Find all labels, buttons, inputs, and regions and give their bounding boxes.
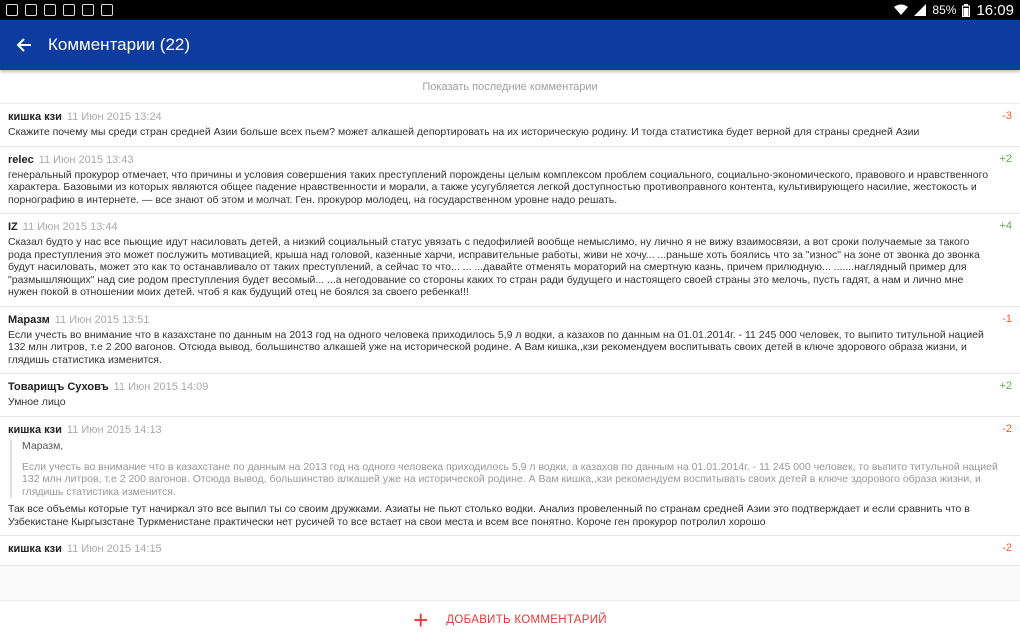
comment-score: -1 [1002, 312, 1012, 325]
comment-text: Скажите почему мы среди стран средней Азии больше всех пьем? может алкашей депортировать на их историческую родину. И тогда статистика будет верной для страны средней Азии [8, 126, 920, 138]
quote-text: Если учесть во внимание что в казахстане по данным на 2013 год на одного человека приходилось 5,9 л водки, а казахов по данным на 01.01.2014г. - 11 245 000 человек, то выпито титульной нацией 132 млн литров, т.е 2 200 вагонов. Отсюда вывод, большинство алкашей уже на исторической родине. А Вам кишка,,кзи рекомендуем воспитывать своих детей в ключе здорового образа жизни, и глядишь статистика изменится. [22, 460, 998, 498]
show-latest-link[interactable]: Показать последние комментарии [0, 70, 1020, 104]
comment-score: -3 [1002, 110, 1012, 122]
comment-text: генеральный прокурор отмечает, что причины и условия совершения таких преступлений порождены целым комплексом проблем социального, социально-экономического, правового и нравственного характера. Базовыми из которых являются общее падение нравственности и морали, а также усугубляется легкой доступностью противоправного контента, культивирующего насилие, жестокость и порнографию в интернете. — все знают об этом и молчат. Ген. прокурор молодец, на государственном уровне надо решать. [8, 168, 989, 206]
notification-3-icon [44, 4, 56, 16]
comment-author[interactable]: кишка кзи [8, 111, 62, 123]
battery-icon [962, 4, 970, 17]
comment-score: +2 [999, 380, 1012, 392]
comment-item[interactable] [0, 147, 1020, 215]
comment-item[interactable] [0, 536, 1020, 566]
battery-percent: 85% [932, 3, 957, 17]
comment-date: 11 Июн 2015 14:13 [66, 423, 162, 436]
comment-author[interactable]: Товарищъ Суховъ [8, 381, 109, 393]
comments-list[interactable] [0, 70, 1020, 600]
comment-item[interactable] [0, 374, 1020, 417]
add-comment-button[interactable] [0, 600, 1020, 638]
notification-icons [6, 4, 113, 16]
comment-date: 11 Июн 2015 13:43 [38, 153, 134, 166]
notification-4-icon [63, 4, 75, 16]
comment-text: Сказал будто у нас все пьющие идут насиловать детей, а низкий социальный статус увязать с педофилией вообще немыслимо, ну лично я не вижу взаимосвязи, а вот сроки получаемые за такого рода преступления это может послужить мотивацией, крыша над головой, казенные харчи, исправительные работы, живи не хочу... ...раньше хоть боялись что за "износ" на зоне от звонка до звонка будут насиловать, может это как то останавливало от таких преступлений, а сейчас то что... ... ...давайте отменять мораторий на смертную казнь, причем прилюдную... .......наглядный пример для "размышляющих" над сие родом преступления будет весомый... ...а негодование со стороны каких то стран ради будущего и настоящего своей страны это мелочь, пусть гадят, а нам и лично мне нужен покой в отношении моих детей. чтоб я как будущий отец не боялся за своего ребенка!!! [8, 236, 980, 298]
comment-text: Если учесть во внимание что в казахстане по данным на 2013 год на одного человека приходилось 5,9 л водки, а казахов по данным на 01.01.2014г. - 11 245 000 человек, то выпито титульной нацией 132 млн литров, т.е 2 200 вагонов. Отсюда вывод, большинство алкашей уже на исторической родине. А Вам кишка,,кзи рекомендуем воспитывать своих детей в ключе здорового образа жизни, и глядишь статистика изменится. [8, 328, 984, 366]
notification-1-icon [6, 4, 18, 16]
comment-date: 11 Июн 2015 14:15 [66, 543, 162, 555]
back-button[interactable] [0, 20, 48, 70]
comment-author[interactable]: relec [8, 153, 34, 166]
comment-author[interactable]: Маразм [8, 313, 50, 326]
comment-author[interactable]: кишка кзи [8, 423, 62, 436]
clock: 16:09 [976, 1, 1014, 19]
comment-score: +4 [999, 220, 1012, 232]
page-title: Комментарии (22) [48, 35, 191, 54]
comment-date: 11 Июн 2015 13:51 [54, 313, 150, 326]
notification-5-icon [82, 4, 94, 16]
comment-item[interactable] [0, 307, 1020, 375]
notification-6-icon [101, 4, 113, 16]
comment-text: Так все объемы которые тут начиркал это все выпил ты со своим дружками. Азиаты не пьют столько водки. Анализ провеленный по странам средней Азии это подтверждает и если сравнить что в Узбекистане Кыргызстане Туркменистане практически нет русичей то все встает на свои места и всем все понятно. Короче ген прокурор потролил хорошо [8, 503, 970, 528]
app-bar [0, 20, 1020, 70]
comment-score: -2 [1002, 422, 1012, 435]
wifi-icon [894, 4, 908, 16]
comment-date: 11 Июн 2015 13:24 [66, 111, 162, 123]
comment-author[interactable]: IZ [8, 221, 18, 233]
arrow-left-icon [16, 38, 32, 52]
comment-score: -2 [1002, 542, 1012, 554]
comment-item[interactable] [0, 214, 1020, 307]
signal-icon [914, 4, 926, 16]
notification-2-icon [25, 4, 37, 16]
comment-item[interactable] [0, 104, 1020, 147]
comment-date: 11 Июн 2015 13:44 [22, 221, 118, 233]
quote-author: Маразм, [22, 439, 64, 452]
comment-date: 11 Июн 2015 14:09 [113, 381, 209, 393]
comment-score: +2 [999, 152, 1012, 165]
plus-icon: + [413, 604, 429, 635]
add-comment-label: ДОБАВИТЬ КОММЕНТАРИЙ [446, 613, 607, 626]
comment-text: Умное лицо [8, 396, 66, 408]
status-bar [0, 0, 1020, 20]
comment-author[interactable]: кишка кзи [8, 543, 62, 555]
comment-quote [10, 440, 1012, 499]
comment-item[interactable] [0, 417, 1020, 537]
